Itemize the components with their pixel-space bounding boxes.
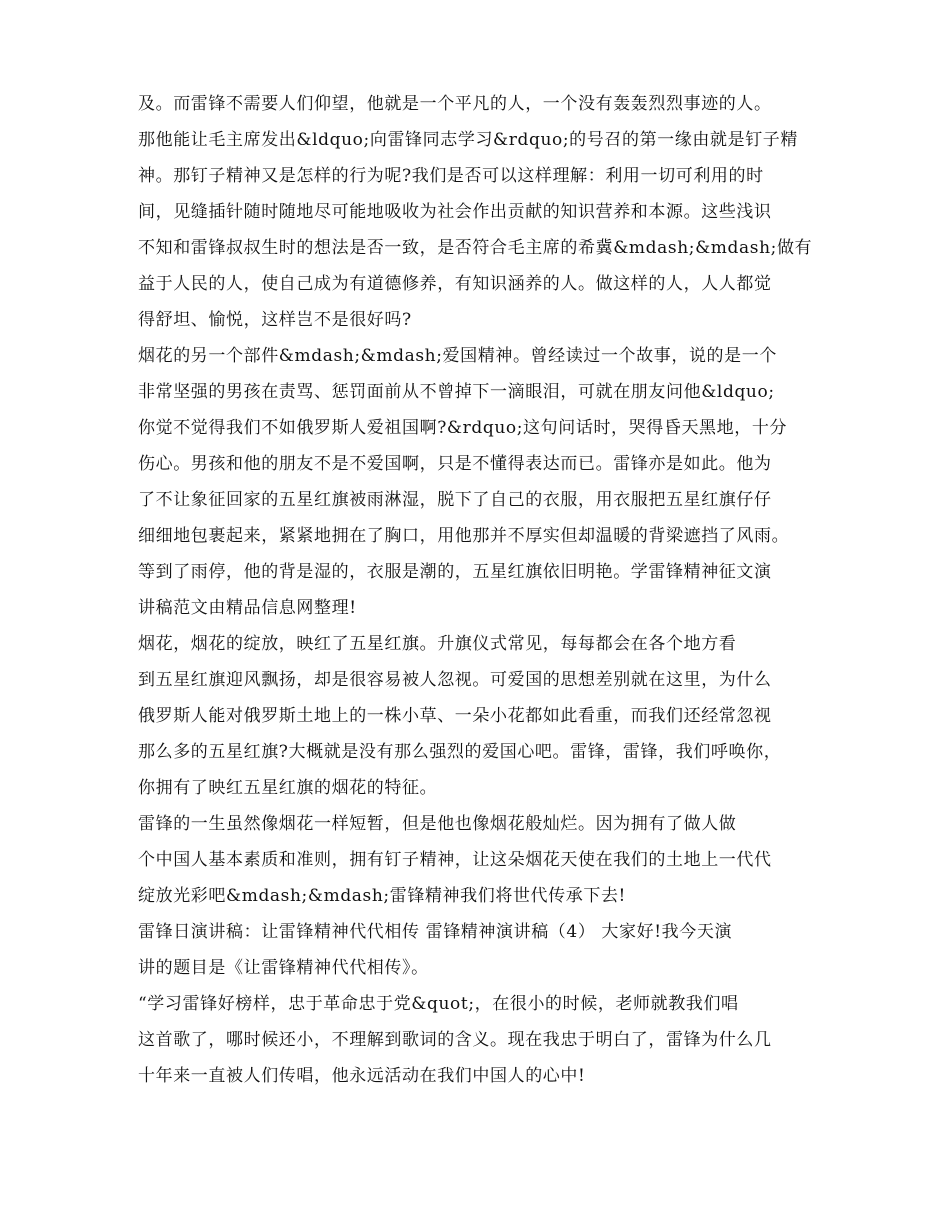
text-line: 等到了雨停，他的背是湿的，衣服是潮的，五星红旗依旧明艳。学雷锋精神征文演 xyxy=(138,562,772,582)
text-line: 烟花，烟花的绽放，映红了五星红旗。升旗仪式常见，每每都会在各个地方看 xyxy=(138,634,737,654)
text-line: 雷锋日演讲稿：让雷锋精神代代相传 雷锋精神演讲稿（4） 大家好!我今天演 xyxy=(138,922,733,942)
text-line: 烟花的另一个部件&mdash;&mdash;爱国精神。曾经读过一个故事，说的是一个 xyxy=(138,346,777,366)
text-line: 非常坚强的男孩在责骂、惩罚面前从不曾掉下一滴眼泪，可就在朋友问他&ldquo; xyxy=(138,382,775,402)
text-line: 个中国人基本素质和准则，拥有钉子精神，让这朵烟花天使在我们的土地上一代代 xyxy=(138,850,772,870)
text-line: 不知和雷锋叔叔生时的想法是否一致，是否符合毛主席的希冀&mdash;&mdash;做有 xyxy=(138,238,813,258)
text-line: 伤心。男孩和他的朋友不是不爱国啊，只是不懂得表达而已。雷锋亦是如此。他为 xyxy=(138,454,772,474)
text-line: 益于人民的人，使自己成为有道德修养，有知识涵养的人。做这样的人，人人都觉 xyxy=(138,274,772,294)
text-line: 讲的题目是《让雷锋精神代代相传》。 xyxy=(138,958,429,978)
text-line: 你觉不觉得我们不如俄罗斯人爱祖国啊?&rdquo;这句问话时，哭得昏天黑地，十分 xyxy=(138,418,788,438)
text-line: 到五星红旗迎风飘扬，却是很容易被人忽视。可爱国的思想差别就在这里，为什么 xyxy=(138,670,772,690)
text-line: 神。那钉子精神又是怎样的行为呢?我们是否可以这样理解：利用一切可利用的时 xyxy=(138,166,764,186)
text-line: 那他能让毛主席发出&ldquo;向雷锋同志学习&rdquo;的号召的第一缘由就是钉子精 xyxy=(138,130,798,150)
text-line: 十年来一直被人们传唱，他永远活动在我们中国人的心中! xyxy=(138,1066,586,1086)
text-line: “学习雷锋好榜样，忠于革命忠于党&quot;，在很小的时候，老师就教我们唱 xyxy=(138,994,739,1014)
text-line: 讲稿范文由精品信息网整理! xyxy=(138,598,357,618)
text-line: 俄罗斯人能对俄罗斯土地上的一株小草、一朵小花都如此看重，而我们还经常忽视 xyxy=(138,706,772,726)
text-line: 那么多的五星红旗?大概就是没有那么强烈的爱国心吧。雷锋，雷锋，我们呼唤你， xyxy=(138,742,782,762)
text-line: 你拥有了映红五星红旗的烟花的特征。 xyxy=(138,778,438,798)
text-line: 绽放光彩吧&mdash;&mdash;雷锋精神我们将世代传承下去! xyxy=(138,886,626,906)
text-line: 得舒坦、愉悦，这样岂不是很好吗? xyxy=(138,310,412,330)
text-line: 间，见缝插针随时随地尽可能地吸收为社会作出贡献的知识营养和本源。这些浅识 xyxy=(138,202,772,222)
text-line: 这首歌了，哪时候还小，不理解到歌词的含义。现在我忠于明白了，雷锋为什么几 xyxy=(138,1030,772,1050)
text-line: 了不让象征回家的五星红旗被雨淋湿，脱下了自己的衣服，用衣服把五星红旗仔仔 xyxy=(138,490,772,510)
text-line: 细细地包裹起来，紧紧地拥在了胸口，用他那并不厚实但却温暖的背梁遮挡了风雨。 xyxy=(138,526,790,546)
text-line: 雷锋的一生虽然像烟花一样短暂，但是他也像烟花般灿烂。因为拥有了做人做 xyxy=(138,814,737,834)
text-line: 及。而雷锋不需要人们仰望，他就是一个平凡的人，一个没有轰轰烈烈事迹的人。 xyxy=(138,94,772,114)
